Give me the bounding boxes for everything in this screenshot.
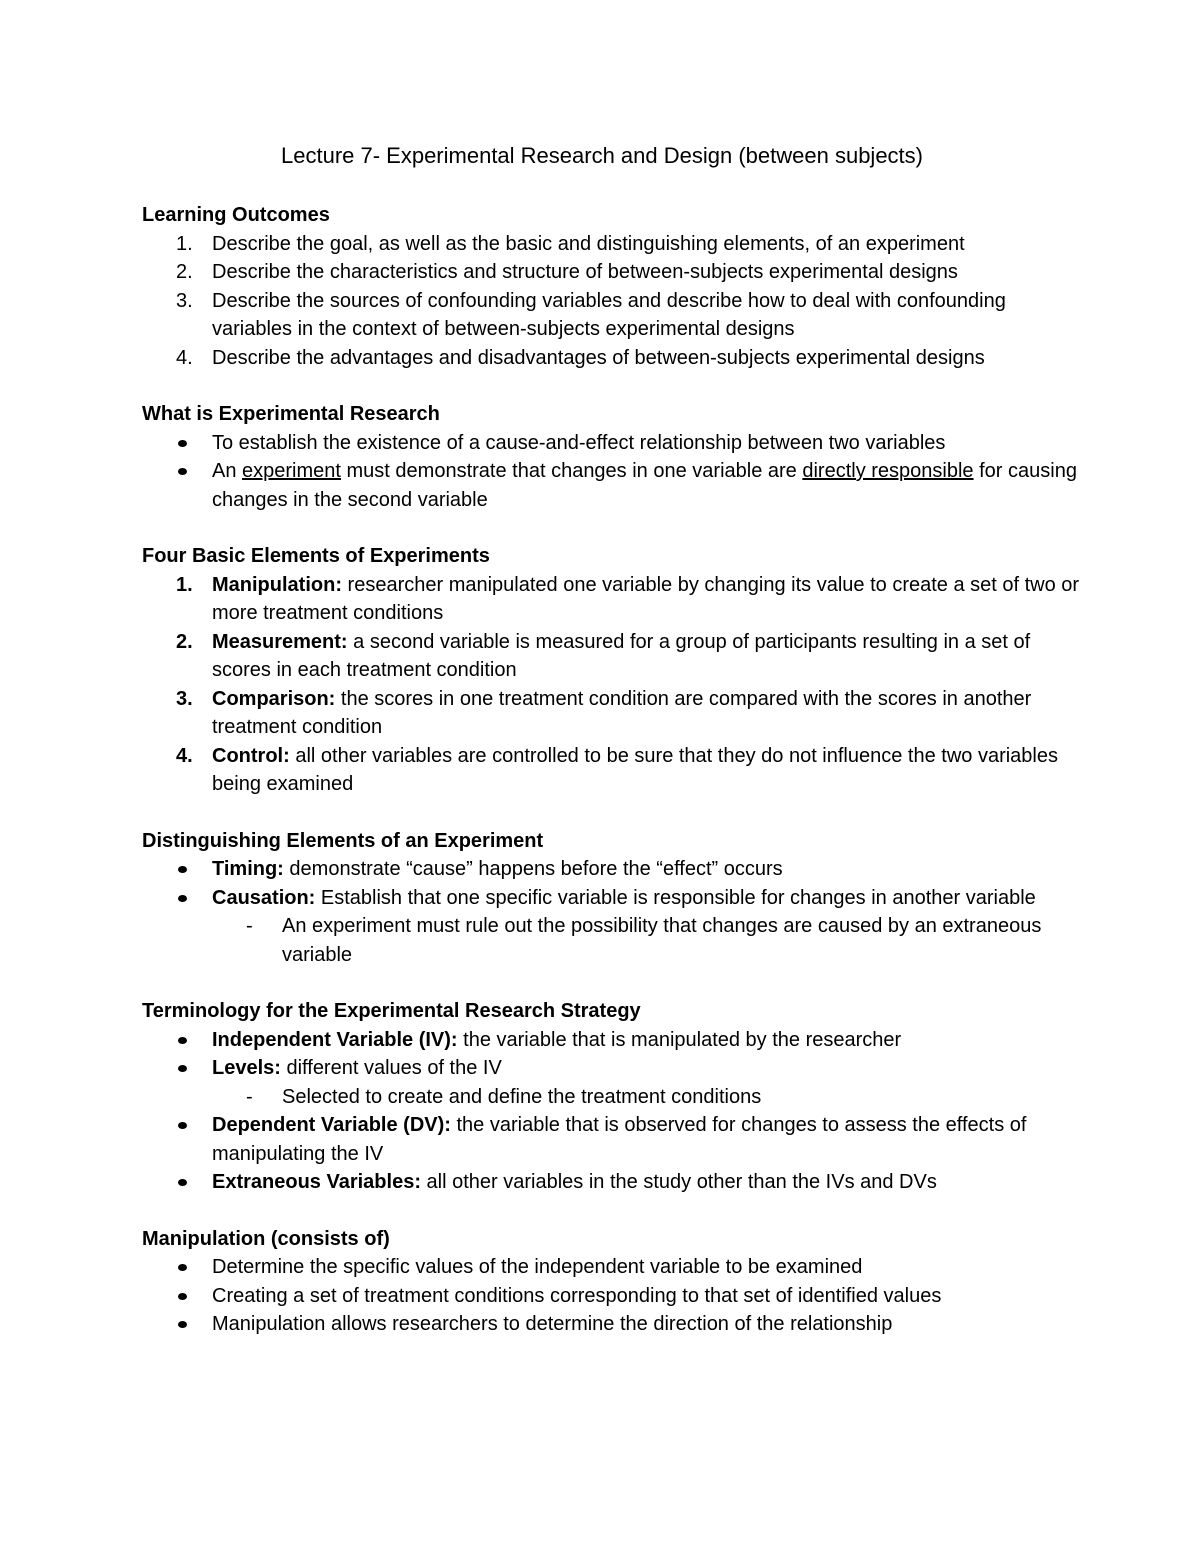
list-item — [142, 429, 1082, 458]
list-item — [142, 571, 1082, 628]
list-number: 1. — [176, 573, 193, 596]
list-item-text: To establish the existence of a cause-and-effect relationship between two variables — [212, 431, 946, 454]
list-item-text-part: An — [212, 460, 243, 482]
list-number: 4. — [176, 744, 193, 767]
sub-list-item-text: Selected to create and define the treatment conditions — [282, 1085, 762, 1108]
list-number: 2. — [176, 261, 193, 283]
underlined-term: directly responsible — [802, 460, 974, 482]
term-label: Timing: — [212, 858, 284, 880]
list-item-text-part: must demonstrate that changes in one variable are — [340, 460, 803, 482]
bullet-icon — [178, 1179, 187, 1186]
list-item — [142, 258, 1082, 287]
underlined-term: experiment — [242, 460, 341, 482]
term-definition: Establish that one specific variable is responsible for changes in another variable — [315, 886, 1036, 909]
list-item — [142, 1253, 1082, 1282]
terminology-heading: Terminology for the Experimental Research Strategy — [142, 1000, 641, 1022]
list-item-text: Describe the characteristics and structure of between-subjects experimental designs — [212, 261, 958, 283]
term-label: Causation: — [212, 886, 316, 909]
list-item-text: Determine the specific values of the independent variable to be examined — [212, 1256, 863, 1278]
list-item — [142, 1111, 1082, 1168]
bullet-icon — [178, 866, 187, 873]
bullet-icon — [178, 1264, 187, 1271]
sub-list-item — [142, 1083, 1082, 1112]
page-title: Lecture 7- Experimental Research and Design (between subjects) — [281, 143, 923, 168]
bullet-icon — [178, 468, 187, 475]
list-item-text: Describe the goal, as well as the basic and distinguishing elements, of an experiment — [212, 232, 965, 255]
list-item-text: Creating a set of treatment conditions corresponding to that set of identified values — [212, 1284, 942, 1307]
term-definition: a second variable is measured for a group of participants resulting in a set of scores in each treatment condition — [212, 630, 1031, 681]
list-item-text: Manipulation allows researchers to determine the direction of the relationship — [212, 1313, 893, 1335]
term-definition: all other variables in the study other than the IVs and DVs — [420, 1171, 937, 1193]
list-item — [142, 628, 1082, 685]
list-item-text-part: for causing changes in the second variable — [212, 460, 1077, 511]
distinguishing-section — [142, 827, 1082, 970]
term-label: Levels: — [212, 1057, 281, 1079]
term-label: Dependent Variable (DV): — [212, 1114, 451, 1136]
list-number: 3. — [176, 289, 193, 312]
bullet-icon — [178, 1065, 187, 1072]
list-item — [142, 457, 1082, 514]
list-item — [142, 287, 1082, 344]
term-label: Measurement: — [212, 630, 348, 653]
list-item — [142, 1168, 1082, 1197]
dash-marker: - — [246, 915, 253, 937]
bullet-icon — [178, 1293, 187, 1300]
bullet-icon — [178, 440, 187, 447]
list-number: 3. — [176, 687, 193, 710]
term-definition: all other variables are controlled to be sure that they do not influence the two variables being examined — [212, 744, 1058, 795]
term-definition: the variable that is observed for changes to assess the effects of manipulating the IV — [212, 1114, 1027, 1165]
term-definition: different values of the IV — [280, 1057, 502, 1079]
four-elements-heading: Four Basic Elements of Experiments — [142, 545, 490, 567]
term-definition: demonstrate “cause” happens before the “effect” occurs — [283, 858, 783, 880]
learning-outcomes-section — [142, 201, 1082, 372]
list-item — [142, 344, 1082, 373]
distinguishing-heading: Distinguishing Elements of an Experiment — [142, 829, 544, 852]
bullet-icon — [178, 1037, 187, 1044]
term-definition: researcher manipulated one variable by changing its value to create a set of two or more treatment conditions — [212, 573, 1080, 624]
list-number: 2. — [176, 630, 193, 653]
term-label: Control: — [212, 744, 290, 767]
term-label: Comparison: — [212, 687, 336, 710]
bullet-icon — [178, 895, 187, 902]
term-label: Manipulation: — [212, 573, 342, 596]
list-item — [142, 1026, 1082, 1055]
list-item — [142, 884, 1082, 913]
bullet-icon — [178, 1122, 187, 1129]
term-definition: the variable that is manipulated by the researcher — [457, 1028, 902, 1051]
term-label: Independent Variable (IV): — [212, 1028, 458, 1051]
list-item — [142, 230, 1082, 259]
terminology-section — [142, 997, 1082, 1197]
list-item-text: Describe the sources of confounding variables and describe how to deal with confounding variables in the context of between-subjects experimental designs — [212, 289, 1006, 340]
sub-list-item — [142, 912, 1082, 969]
document-body — [142, 140, 1082, 1367]
list-item — [142, 685, 1082, 742]
learning-outcomes-heading: Learning Outcomes — [142, 204, 330, 226]
manipulation-heading: Manipulation (consists of) — [142, 1227, 390, 1250]
what-is-heading: What is Experimental Research — [142, 403, 440, 425]
term-definition: the scores in one treatment condition are compared with the scores in another treatment condition — [212, 687, 1032, 738]
list-item — [142, 855, 1082, 884]
list-number: 4. — [176, 346, 193, 369]
manipulation-section — [142, 1225, 1082, 1339]
sub-list-item-text: An experiment must rule out the possibility that changes are caused by an extraneous variable — [282, 915, 1042, 966]
list-item — [142, 1054, 1082, 1083]
list-item — [142, 742, 1082, 799]
four-elements-section — [142, 542, 1082, 799]
term-label: Extraneous Variables: — [212, 1171, 421, 1193]
dash-marker: - — [246, 1085, 253, 1108]
bullet-icon — [178, 1321, 187, 1328]
list-item — [142, 1282, 1082, 1311]
what-is-section — [142, 400, 1082, 514]
list-number: 1. — [176, 232, 193, 255]
list-item-text: Describe the advantages and disadvantages of between-subjects experimental designs — [212, 346, 985, 369]
list-item — [142, 1310, 1082, 1339]
